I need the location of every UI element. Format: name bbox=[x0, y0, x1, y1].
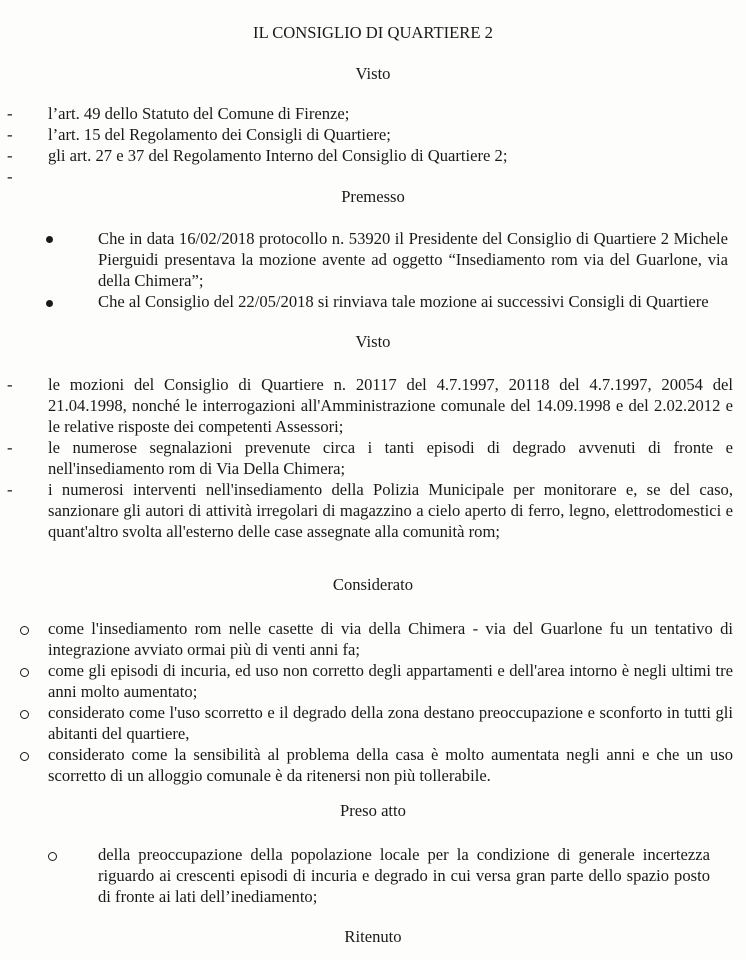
circle-bullet-icon bbox=[20, 710, 29, 719]
dash-marker: - bbox=[7, 480, 13, 499]
visto1-item-3: gli art. 27 e 37 del Regolamento Interno del Consiglio di Quartiere 2; bbox=[48, 146, 508, 165]
dash-marker: - bbox=[7, 125, 13, 144]
heading-visto-1: Visto bbox=[355, 64, 391, 83]
circle-bullet-icon bbox=[48, 852, 57, 861]
preso-atto-item-1: della preoccupazione della popolazione locale per la condizione di generale incertezza riguardo ai crescenti episodi di incuria e degrado in cui versa gran parte dello spazio posto di fronte ai lati dell’inediamento; bbox=[98, 845, 710, 906]
considerato-item-3: considerato come l'uso scorretto e il degrado della zona destano preoccupazione e sconforto in tutti gli abitanti del quartiere, bbox=[48, 703, 733, 743]
heading-premesso: Premesso bbox=[341, 187, 405, 206]
considerato-item-1: come l'insediamento rom nelle casette di via della Chimera - via del Guarlone fu un tentativo di integrazione avviato ormai più di venti anni fa; bbox=[48, 619, 733, 659]
dash-marker: - bbox=[7, 438, 13, 457]
considerato-item-4: considerato come la sensibilità al problema della casa è molto aumentata negli anni e che un uso scorretto di un alloggio comunale è da ritenersi non più tollerabile. bbox=[48, 745, 733, 785]
circle-bullet-icon bbox=[20, 668, 29, 677]
dash-marker: - bbox=[7, 146, 13, 165]
dash-marker: - bbox=[7, 375, 13, 394]
heading-preso-atto: Preso atto bbox=[340, 801, 406, 820]
visto1-item-1: l’art. 49 dello Statuto del Comune di Firenze; bbox=[48, 104, 350, 123]
dash-marker: - bbox=[7, 167, 13, 186]
premesso-item-2: Che al Consiglio del 22/05/2018 si rinviava tale mozione ai successivi Consigli di Quartiere bbox=[98, 292, 709, 311]
premesso-item-1: Che in data 16/02/2018 protocollo n. 53920 il Presidente del Consiglio di Quartiere 2 Michele Pierguidi presentava la mozione avente ad oggetto “Insediamento rom via del Guarlone, via della Chimera”; bbox=[98, 229, 728, 290]
visto1-item-2: l’art. 15 del Regolamento dei Consigli di Quartiere; bbox=[48, 125, 391, 144]
heading-visto-2: Visto bbox=[355, 332, 391, 351]
visto2-item-2: le numerose segnalazioni prevenute circa i tanti episodi di degrado avvenuti di fronte e nell'insediamento rom di Via Della Chimera; bbox=[48, 438, 733, 478]
dash-marker: - bbox=[7, 104, 13, 123]
circle-bullet-icon bbox=[20, 752, 29, 761]
bullet-dot-icon bbox=[46, 300, 53, 307]
bullet-dot-icon bbox=[46, 236, 53, 243]
circle-bullet-icon bbox=[20, 626, 29, 635]
visto2-item-1: le mozioni del Consiglio di Quartiere n. 20117 del 4.7.1997, 20118 del 4.7.1997, 20054 del 21.04.1998, nonché le interrogazioni all'Amministrazione comunale del 14.09.1998 e del 2.02.2012 e le relative risposte dei competenti Assessori; bbox=[48, 375, 733, 436]
considerato-item-2: come gli episodi di incuria, ed uso non corretto degli appartamenti e dell'area intorno è negli ultimi tre anni molto aumentato; bbox=[48, 661, 733, 701]
heading-considerato: Considerato bbox=[332, 575, 414, 594]
visto2-item-3: i numerosi interventi nell'insediamento della Polizia Municipale per monitorare e, se del caso, sanzionare gli autori di attività irregolari di magazzino a cielo aperto di ferro, legno, elettrodomestici e quant'altro svolta all'esterno delle case assegnate alla comunità rom; bbox=[48, 480, 733, 541]
document-title: IL CONSIGLIO DI QUARTIERE 2 bbox=[253, 23, 493, 42]
heading-ritenuto: Ritenuto bbox=[344, 927, 402, 946]
